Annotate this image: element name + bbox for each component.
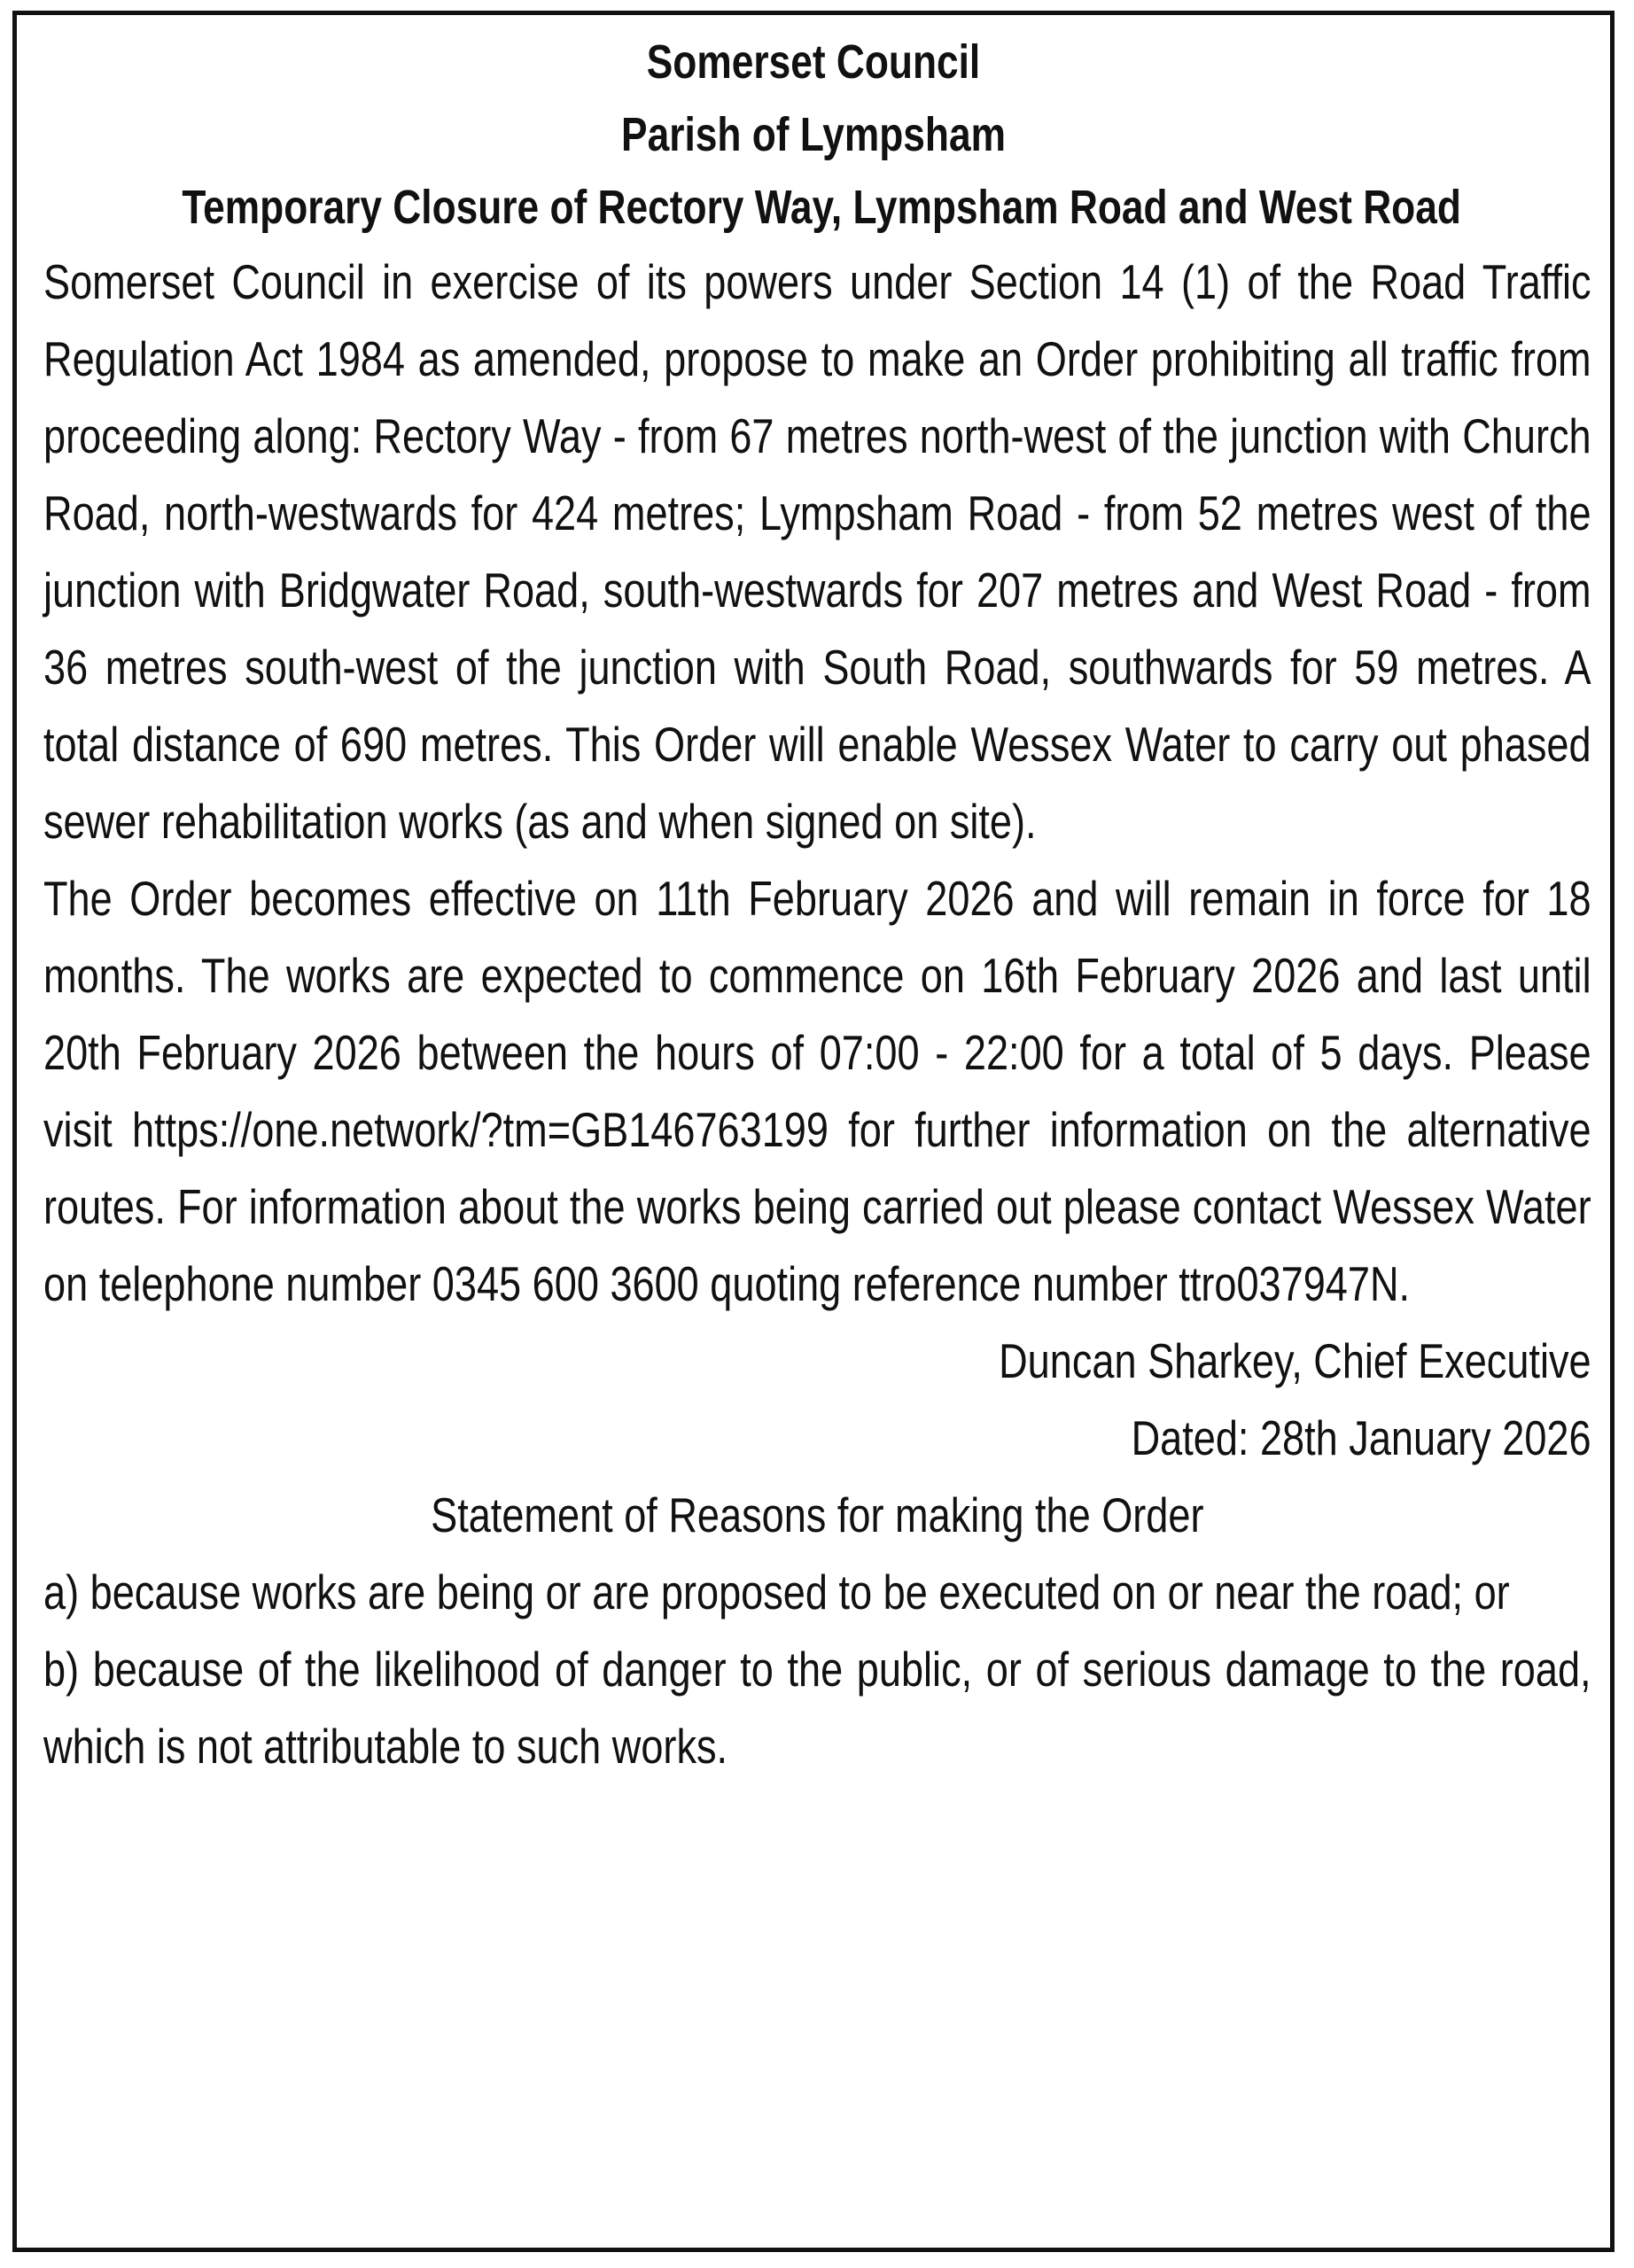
reason-b: b) because of the likelihood of danger to the public, or of serious damage to the road, which is not attributable to such works. <box>43 1642 1591 1774</box>
notice-title: Temporary Closure of Rectory Way, Lympsham Road and West Road <box>182 181 1461 234</box>
parish-name: Parish of Lympsham <box>621 108 1006 161</box>
reasons-heading: Statement of Reasons for making the Order <box>431 1487 1204 1542</box>
council-name: Somerset Council <box>646 35 981 89</box>
order-description-paragraph: Somerset Council in exercise of its powers under Section 14 (1) of the Road Traffic Regulation Act 1984 as amended, propose to make an Order prohibiting all traffic from proceeding along: Rectory Way - from 67 metres north-west of the junction with Church Road, north-westwards for 424 metres; Lympsham Road - from 52 metres west of the junction with Bridgwater Road, south-westwards for 207 metres and West Road - from 36 metres south-west of the junction with South Road, southwards for 59 metres. A total distance of 690 metres. This Order will enable Wessex Water to carry out phased sewer rehabilitation works (as and when signed on site). <box>43 254 1591 849</box>
public-notice <box>12 11 1615 2252</box>
notice-date: Dated: 28th January 2026 <box>1131 1410 1591 1465</box>
reason-a: a) because works are being or are proposed to be executed on or near the road; or <box>43 1565 1510 1619</box>
signatory-name: Duncan Sharkey, Chief Executive <box>999 1333 1591 1388</box>
order-effective-paragraph: The Order becomes effective on 11th February 2026 and will remain in force for 18 months. The works are expected to commence on 16th February 2026 and last until 20th February 2026 between the hours of 07:00 - 22:00 for a total of 5 days. Please visit https://one.network/?tm=GB146763199 for further information on the alternative routes. For information about the works being carried out please contact Wessex Water on telephone number 0345 600 3600 quoting reference number ttro037947N. <box>43 871 1591 1311</box>
